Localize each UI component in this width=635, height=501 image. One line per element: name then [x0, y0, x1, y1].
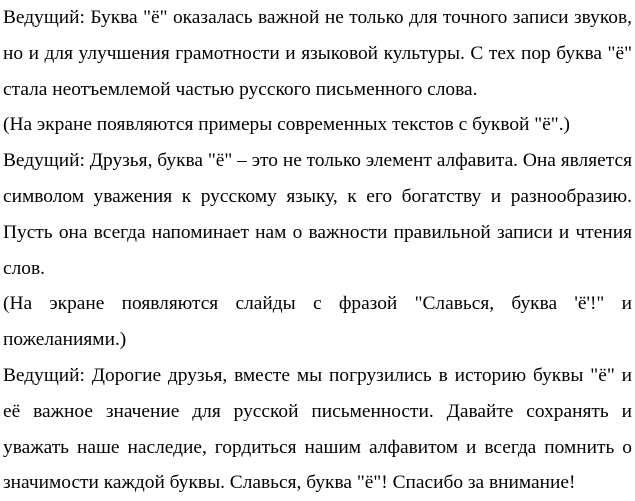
- paragraph-host-friends: Ведущий: Друзья, буква "ё" – это не только элемент алфавита. Она является символом уважения к русскому языку, к его богатству и разнообразию. Пусть она всегда напоминает нам о важности правильной записи и чтения слов.: [3, 150, 632, 279]
- paragraph-stage-direction-examples: (На экране появляются примеры современных текстов с буквой "ё".): [3, 114, 571, 136]
- paragraph-host-intro: Ведущий: Буква "ё" оказалась важной не только для точного записи звуков, но и для улучшения грамотности и языковой культуры. С тех пор буква "ё" стала неотъемлемой частью русского письменного слова.: [3, 7, 632, 100]
- paragraph-stage-direction-slides: (На экране появляются слайды с фразой "Славься, буква 'ё'!" и пожеланиями.): [3, 293, 632, 351]
- document-page: [3, 0, 632, 501]
- paragraph-host-closing: Ведущий: Дорогие друзья, вместе мы погрузились в историю буквы "ё" и её важное значение для русской письменности. Давайте сохранять и уважать наше наследие, гордиться нашим алфавитом и всегда помнить о значимости каждой буквы. Славься, буква "ё"! Спасибо за внимание!: [3, 364, 632, 494]
